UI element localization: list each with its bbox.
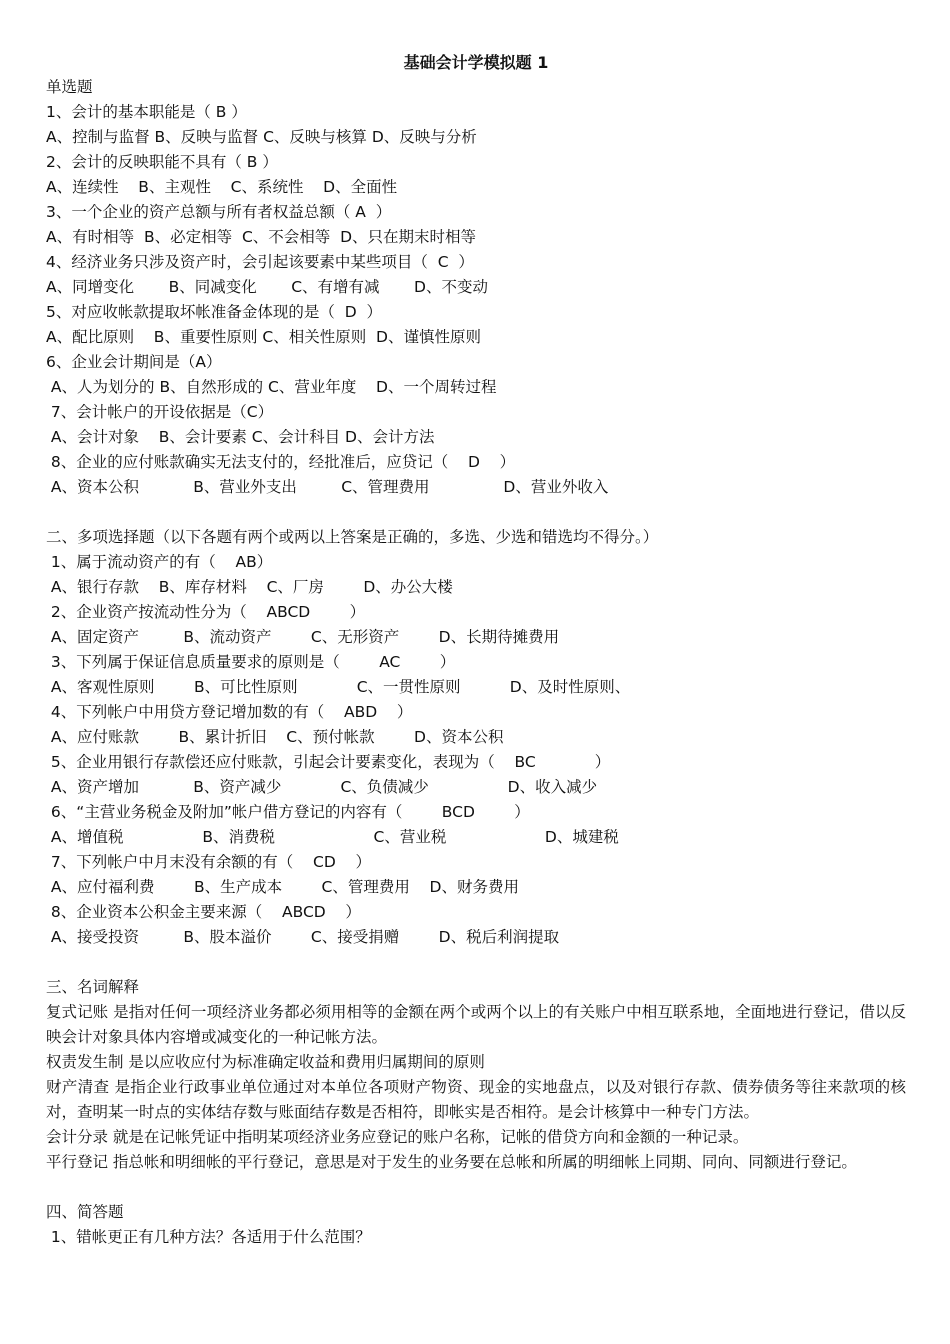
question-line: 1、会计的基本职能是（ B ） [46,103,247,121]
term-paragraph: 权责发生制 是以应收应付为标准确定收益和费用归属期间的原则 [46,1053,485,1071]
option-line: A、固定资产 B、流动资产 C、无形资产 D、长期待摊费用 [46,628,560,646]
spacer [46,500,906,525]
option-line: A、应付账款 B、累计折旧 C、预付帐款 D、资本公积 [46,728,504,746]
section-heading: 单选题 [46,78,93,96]
spacer [46,950,906,975]
question-line: 3、一个企业的资产总额与所有者权益总额（ A ） [46,203,392,221]
option-line: A、控制与监督 B、反映与监督 C、反映与核算 D、反映与分析 [46,128,477,146]
option-line: A、资本公积 B、营业外支出 C、管理费用 D、营业外收入 [46,478,609,496]
option-line: A、应付福利费 B、生产成本 C、管理费用 D、财务费用 [46,878,519,896]
section-heading: 三、名词解释 [46,978,140,996]
question-line: 6、“主营业务税金及附加”帐户借方登记的内容有（ BCD ） [46,803,530,821]
question-line: 2、会计的反映职能不具有（ B ） [46,153,278,171]
question-line: 4、经济业务只涉及资产时，会引起该要素中某些项目（ C ） [46,253,474,271]
question-line: 1、属于流动资产的有（ AB） [46,553,273,571]
term-paragraph: 平行登记 指总帐和明细帐的平行登记，意思是对于发生的业务要在总帐和所属的明细帐上同期、同向、同额进行登记。 [46,1153,857,1171]
option-line: A、配比原则 B、重要性原则 C、相关性原则 D、谨慎性原则 [46,328,481,346]
section-multiple-choice [46,525,906,950]
question-line: 6、企业会计期间是（A） [46,353,222,371]
document [46,50,906,1250]
question-line: 2、企业资产按流动性分为（ ABCD ） [46,603,366,621]
option-line: A、增值税 B、消费税 C、营业税 D、城建税 [46,828,619,846]
question-line: 5、对应收帐款提取坏帐准备金体现的是（ D ） [46,303,383,321]
section-single-choice [46,75,906,500]
question-line: 5、企业用银行存款偿还应付账款，引起会计要素变化，表现为（ BC ） [46,753,611,771]
term-paragraph: 财产清查 是指企业行政事业单位通过对本单位各项财产物资、现金的实地盘点，以及对银行存款、债券债务等往来款项的核对，查明某一时点的实体结存数与账面结存数是否相符，即帐实是否相符。是会计核算中一种专门方法。 [46,1078,906,1121]
option-line: A、同增变化 B、同减变化 C、有增有减 D、不变动 [46,278,488,296]
question-line: 7、下列帐户中月末没有余额的有（ CD ） [46,853,371,871]
option-line: A、有时相等 B、必定相等 C、不会相等 D、只在期末时相等 [46,228,477,246]
option-line: A、人为划分的 B、自然形成的 C、营业年度 D、一个周转过程 [46,378,497,396]
option-line: A、会计对象 B、会计要素 C、会计科目 D、会计方法 [46,428,435,446]
question-line: 8、企业的应付账款确实无法支付的，经批准后，应贷记（ D ） [46,453,516,471]
question-line: 3、下列属于保证信息质量要求的原则是（ AC ） [46,653,456,671]
section-heading: 四、简答题 [46,1203,124,1221]
question-line: 8、企业资本公积金主要来源（ ABCD ） [46,903,361,921]
option-line: A、资产增加 B、资产减少 C、负债减少 D、收入减少 [46,778,598,796]
spacer [46,1175,906,1200]
section-short-answer [46,1200,906,1250]
document-title: 基础会计学模拟题 1 [403,53,549,72]
option-line: A、接受投资 B、股本溢价 C、接受捐赠 D、税后利润提取 [46,928,560,946]
term-paragraph: 会计分录 就是在记帐凭证中指明某项经济业务应登记的账户名称，记帐的借贷方向和金额的一种记录。 [46,1128,749,1146]
question-line: 4、下列帐户中用贷方登记增加数的有（ ABD ） [46,703,413,721]
question-line: 7、会计帐户的开设依据是（C） [46,403,274,421]
option-line: A、连续性 B、主观性 C、系统性 D、全面性 [46,178,398,196]
question-line: 1、错帐更正有几种方法？各适用于什么范围？ [46,1228,371,1246]
term-paragraph: 复式记账 是指对任何一项经济业务都必须用相等的金额在两个或两个以上的有关账户中相互联系地，全面地进行登记，借以反映会计对象具体内容增或减变化的一种记帐方法。 [46,1003,906,1046]
option-line: A、银行存款 B、库存材料 C、厂房 D、办公大楼 [46,578,453,596]
option-line: A、客观性原则 B、可比性原则 C、一贯性原则 D、及时性原则、 [46,678,631,696]
section-heading: 二、多项选择题（以下各题有两个或两以上答案是正确的，多选、少选和错选均不得分。） [46,528,659,546]
section-term-definitions [46,975,906,1175]
